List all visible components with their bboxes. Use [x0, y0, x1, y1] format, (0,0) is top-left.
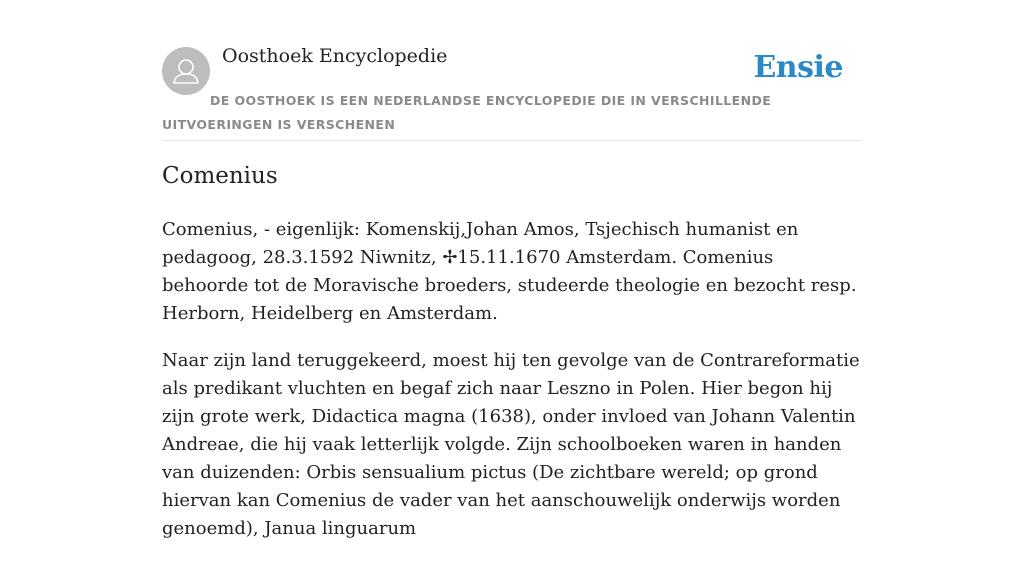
- publication-header: [162, 0, 862, 141]
- publication-avatar[interactable]: [162, 47, 210, 95]
- user-silhouette-icon: [162, 47, 210, 95]
- content-column: [162, 0, 862, 539]
- article-paragraph: Comenius, - eigenlijk: Komenskij,Johan Amos, Tsjechisch humanist en pedagoog, 28.3.1592 Niwnitz, ✢15.11.1670 Amsterdam. Comenius behoorde tot de Moravische broeders, studeerde theologie en bezocht resp. Herborn, Heidelberg en Amsterdam.: [162, 219, 857, 324]
- publication-tagline: DE OOSTHOEK IS EEN NEDERLANDSE ENCYCLOPEDIE DIE IN VERSCHILLENDE UITVOERINGEN IS VERSCHENEN: [162, 93, 772, 132]
- ensie-logo[interactable]: Ensie: [753, 50, 843, 85]
- article-title: Comenius: [162, 163, 278, 189]
- article-body: [162, 216, 862, 562]
- publication-name[interactable]: Oosthoek Encyclopedie: [222, 45, 448, 67]
- article-paragraph: Naar zijn land teruggekeerd, moest hij ten gevolge van de Contrareformatie als predikant vluchten en begaf zich naar Leszno in Polen. Hier begon hij zijn grote werk, Didactica magna (1638), onder invloed van Johann Valentin Andreae, die hij vaak letterlijk volgde. Zijn schoolboeken waren in handen van duizenden: Orbis sensualium pictus (De zichtbare wereld; op grond hiervan kan Comenius de vader van het aanschouwelijk onderwijs worden genoemd), Janua linguarum: [162, 350, 860, 539]
